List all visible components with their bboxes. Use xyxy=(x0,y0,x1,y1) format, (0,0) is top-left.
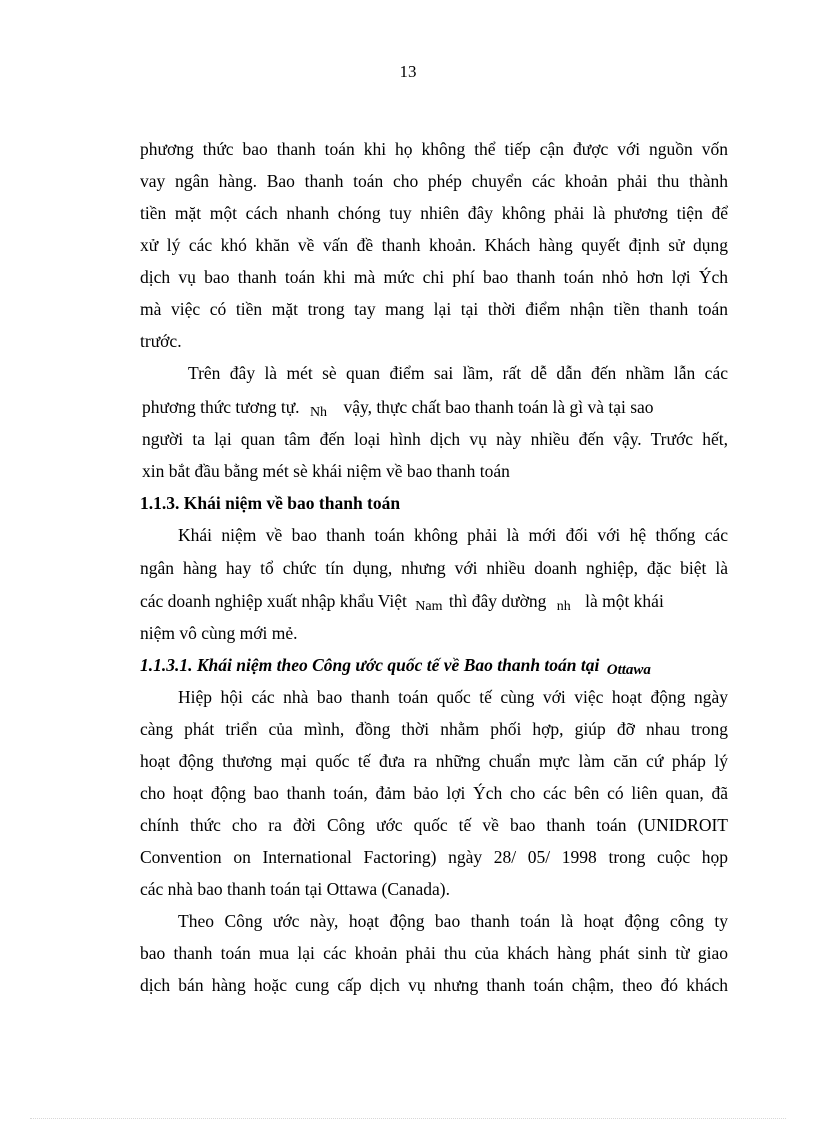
text-line: các nhà bao thanh toán tại Ottawa (Canada). xyxy=(140,879,451,899)
section-heading: 1.1.3. Khái niệm về bao thanh toán xyxy=(140,493,401,513)
text-line: ngân hàng hay tổ chức tín dụng, nhưng với nhiều doanh nghiệp, đặc biệt là xyxy=(140,558,728,578)
text-line xyxy=(142,396,730,421)
text-line: mà việc có tiền mặt trong tay mang lại tại thời điểm nhận tiền thanh toán xyxy=(140,299,728,319)
inserted-text: Ottawa xyxy=(606,662,651,678)
subsection-heading xyxy=(140,654,728,678)
text-line: càng phát triển của mình, đồng thời nhằm phối hợp, giúp đỡ nhau trong xyxy=(140,719,728,739)
text-segment: là một khái xyxy=(585,591,664,611)
text-line: niệm vô cùng mới mẻ. xyxy=(140,623,298,643)
text-line: chính thức cho ra đời Công ước quốc tế về bao thanh toán (UNIDROIT xyxy=(140,815,728,835)
text-line: xin bắt đầu bằng mét sè khái niệm về bao thanh toán xyxy=(142,461,510,481)
inserted-text: Nh xyxy=(309,405,328,420)
text-line: Khái niệm về bao thanh toán không phải là mới đối với hệ thống các xyxy=(178,525,728,545)
text-line: bao thanh toán mua lại các khoản phải thu của khách hàng phát sinh từ giao xyxy=(140,943,728,963)
inserted-text: nh xyxy=(556,599,571,614)
text-line: người ta lại quan tâm đến loại hình dịch vụ này nhiều đến vậy. Trước hết, xyxy=(142,429,728,449)
text-line: vay ngân hàng. Bao thanh toán cho phép chuyển các khoản phải thu thành xyxy=(140,171,728,191)
text-line: xử lý các khó khăn về vấn đề thanh khoản. Khách hàng quyết định sử dụng xyxy=(140,235,728,255)
text-segment: thì đây dường xyxy=(448,591,547,611)
text-line: cho hoạt động bao thanh toán, đảm bảo lợi Ých cho các bên có liên quan, đã xyxy=(140,783,728,803)
heading-text: 1.1.3.1. Khái niệm theo Công ước quốc tế về Bao thanh toán tại xyxy=(140,655,600,675)
text-segment: phương thức tương tự. xyxy=(142,397,300,417)
text-line: phương thức bao thanh toán khi họ không thể tiếp cận được với nguồn vốn xyxy=(140,139,728,159)
text-line xyxy=(140,590,728,615)
text-line: Convention on International Factoring) ngày 28/ 05/ 1998 trong cuộc họp xyxy=(140,847,728,867)
text-line: dịch bán hàng hoặc cung cấp dịch vụ nhưng thanh toán chậm, theo đó khách xyxy=(140,975,728,995)
text-segment: các doanh nghiệp xuất nhập khẩu Việt xyxy=(140,591,407,611)
text-line: Trên đây là mét sè quan điểm sai lầm, rất dễ dẫn đến nhầm lẫn các xyxy=(188,363,728,383)
text-line: dịch vụ bao thanh toán khi mà mức chi phí bao thanh toán nhỏ hơn lợi Ých xyxy=(140,267,728,287)
text-line: hoạt động thương mại quốc tế đưa ra những chuẩn mực làm căn cứ pháp lý xyxy=(140,751,728,771)
text-line: tiền mặt một cách nhanh chóng tuy nhiên đây không phải là phương tiện để xyxy=(140,203,728,223)
inserted-text: Nam xyxy=(415,599,443,614)
text-line: Hiệp hội các nhà bao thanh toán quốc tế cùng với việc hoạt động ngày xyxy=(178,687,728,707)
page-bottom-rule xyxy=(30,1118,786,1119)
page-number: 13 xyxy=(399,62,417,81)
text-line: trước. xyxy=(140,331,182,351)
text-line: Theo Công ước này, hoạt động bao thanh toán là hoạt động công ty xyxy=(178,911,728,931)
text-segment: vậy, thực chất bao thanh toán là gì và tại sao xyxy=(343,397,654,417)
